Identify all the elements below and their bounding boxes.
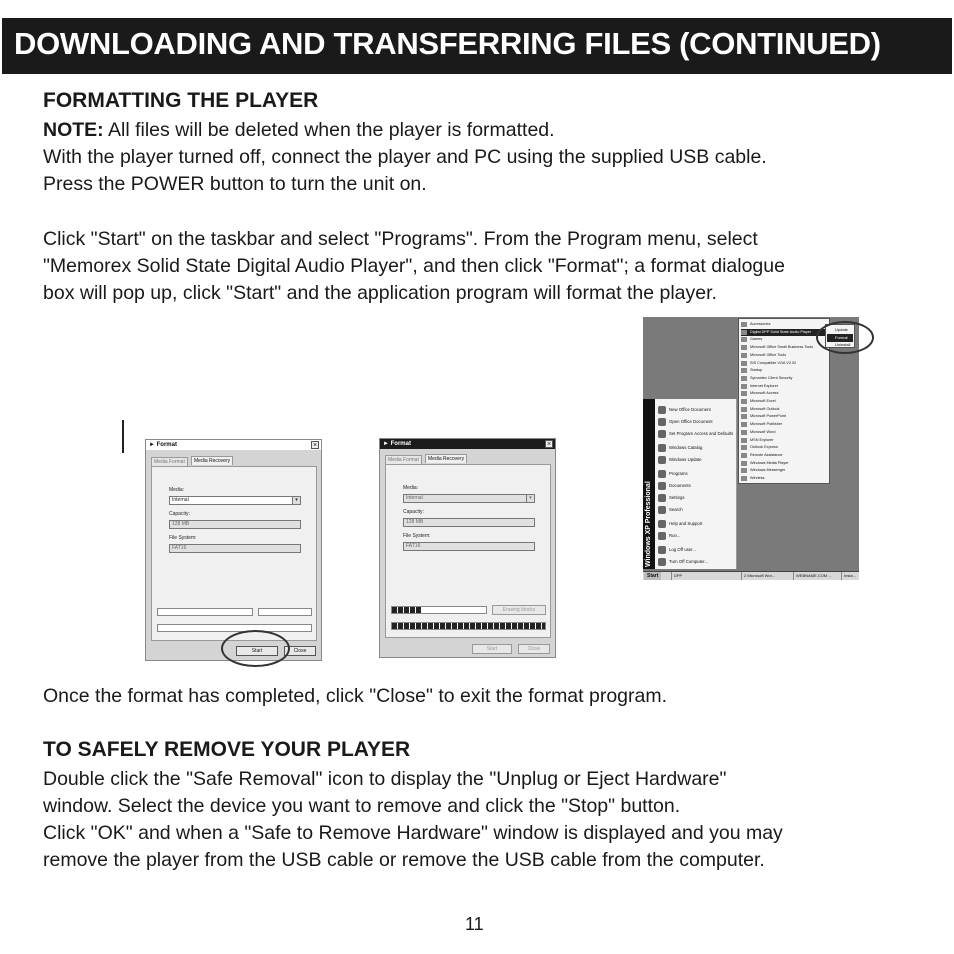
close-icon[interactable]: × xyxy=(312,442,318,449)
start-menu-item[interactable]: Run... xyxy=(658,531,680,541)
page-number: 11 xyxy=(465,914,484,934)
programs-menu-item[interactable]: Microsoft Office Small Business Tools xyxy=(741,344,827,352)
programs-menu-item[interactable]: Microsoft Office Tools xyxy=(741,352,827,360)
progress-bar xyxy=(157,624,312,632)
instruction-line-5: box will pop up, click "Start" and the application program will format the player. xyxy=(43,282,717,304)
progress-bar-top xyxy=(391,606,487,614)
capacity-label: Capacity: xyxy=(403,509,424,515)
status-label: Erasing blocks xyxy=(492,605,546,615)
programs-menu-item[interactable]: Windows Messenger xyxy=(741,467,827,475)
instruction-line-4: "Memorex Solid State Digital Audio Player", and then click "Format"; a format dialogue xyxy=(43,255,785,277)
close-button: Close xyxy=(518,644,550,654)
programs-menu xyxy=(738,318,830,484)
taskbar-item[interactable]: DPP xyxy=(671,572,682,580)
programs-menu-item[interactable]: Microsoft Outlook xyxy=(741,406,827,414)
file-system-field: FAT16 xyxy=(169,544,301,553)
start-menu-item[interactable]: Set Program Access and Defaults xyxy=(658,429,733,439)
start-menu-item[interactable]: Turn Off Computer... xyxy=(658,557,708,567)
progress-fill-bottom xyxy=(392,623,545,629)
note-text: All files will be deleted when the player is formatted. xyxy=(103,119,555,141)
close-icon[interactable]: × xyxy=(546,441,552,448)
tab-media-recovery[interactable]: Media Recovery xyxy=(191,456,233,465)
dialog-panel xyxy=(385,464,551,638)
capacity-field: 128 MB xyxy=(403,518,535,527)
progress-fill-top xyxy=(392,607,422,613)
start-menu-item[interactable]: New Office Document xyxy=(658,405,711,415)
start-menu-item[interactable]: Search xyxy=(658,505,683,515)
programs-menu-item[interactable]: Remote Assistance xyxy=(741,452,827,460)
file-system-label: File System: xyxy=(403,533,431,539)
close-instruction: Once the format has completed, click "Close" to exit the format program. xyxy=(43,685,668,707)
programs-menu-item[interactable]: Accessories xyxy=(741,321,827,329)
instruction-line-1: With the player turned off, connect the player and PC using the supplied USB cable. xyxy=(43,146,767,168)
programs-menu-item[interactable]: Microsoft Publisher xyxy=(741,421,827,429)
start-menu-item[interactable]: Open Office Document xyxy=(658,417,713,427)
close-button[interactable]: Close xyxy=(284,646,316,656)
capacity-label: Capacity: xyxy=(169,511,190,517)
status-box-2 xyxy=(258,608,312,616)
taskbar xyxy=(643,571,859,580)
start-menu-item[interactable]: Help and Support xyxy=(658,519,702,529)
format-dialog-1 xyxy=(145,439,322,661)
instruction-line-3: Click "Start" on the taskbar and select "Programs". From the Program menu, select xyxy=(43,228,758,250)
removal-line-1: Double click the "Safe Removal" icon to display the "Unplug or Eject Hardware" xyxy=(43,768,727,790)
media-label: Media: xyxy=(403,485,419,491)
tab-media-format[interactable]: Media Format xyxy=(151,457,188,466)
removal-heading: TO SAFELY REMOVE YOUR PLAYER xyxy=(43,738,411,761)
file-system-field: FAT16 xyxy=(403,542,535,551)
page-title: DOWNLOADING AND TRANSFERRING FILES (CONTINUED) xyxy=(14,26,881,61)
capacity-field: 128 MB xyxy=(169,520,301,529)
os-label: Windows XP Professional xyxy=(645,481,652,567)
header-bar xyxy=(2,18,952,74)
taskbar-item[interactable]: WEBNAME.COM ... xyxy=(793,572,832,580)
media-label: Media: xyxy=(169,487,185,493)
programs-menu-item[interactable]: Wireless xyxy=(741,475,827,483)
file-system-label: File System: xyxy=(169,535,197,541)
text-cursor xyxy=(122,420,124,453)
dialog-panel xyxy=(151,466,317,641)
start-button: Start xyxy=(472,644,512,654)
programs-menu-item[interactable]: Games xyxy=(741,336,827,344)
tab-media-recovery[interactable]: Media Recovery xyxy=(425,454,467,463)
start-menu-item[interactable]: Log Off user... xyxy=(658,545,696,555)
programs-menu-item[interactable]: Startup xyxy=(741,367,827,375)
status-box xyxy=(157,608,253,616)
start-button[interactable]: Start xyxy=(236,646,278,656)
programs-menu-item[interactable]: Microsoft PowerPoint xyxy=(741,413,827,421)
programs-menu-item[interactable]: SIS Compatible VGA V2.02 xyxy=(741,360,827,368)
highlight-circle-format xyxy=(816,321,874,354)
chevron-down-icon: ▾ xyxy=(526,495,534,502)
programs-menu-item[interactable]: Microsoft Access xyxy=(741,390,827,398)
progress-bar-bottom xyxy=(391,622,546,630)
programs-menu-item[interactable]: Internet Explorer xyxy=(741,383,827,391)
removal-line-4: remove the player from the USB cable or remove the USB cable from the computer. xyxy=(43,849,765,871)
programs-menu-item[interactable]: Symantec Client Security xyxy=(741,375,827,383)
programs-menu-item[interactable]: Digital DPP Solid State Audio Player xyxy=(741,329,827,337)
programs-menu-item[interactable]: Outlook Express xyxy=(741,444,827,452)
tab-media-format[interactable]: Media Format xyxy=(385,455,422,464)
instruction-line-2: Press the POWER button to turn the unit on. xyxy=(43,173,427,195)
start-menu-screenshot xyxy=(643,317,859,580)
submenu-item[interactable]: Format xyxy=(827,334,853,342)
programs-menu-item[interactable]: Windows Media Player xyxy=(741,460,827,468)
start-menu-item[interactable]: Documents xyxy=(658,481,691,491)
highlight-circle-start xyxy=(221,630,290,667)
chevron-down-icon[interactable]: ▾ xyxy=(292,497,300,504)
submenu-item[interactable]: Update xyxy=(835,327,848,332)
dialog-title-bar: ► Format xyxy=(380,439,555,449)
programs-menu-item[interactable]: Microsoft Word xyxy=(741,429,827,437)
format-dialog-2 xyxy=(379,438,556,658)
submenu-item[interactable]: Uninstall xyxy=(835,342,851,347)
programs-menu-item[interactable]: MSN Explorer xyxy=(741,437,827,445)
dialog-title-bar: ► Format xyxy=(146,440,321,450)
removal-line-2: window. Select the device you want to remove and click the "Stop" button. xyxy=(43,795,681,817)
start-menu-item[interactable]: Windows Catalog xyxy=(658,443,702,453)
taskbar-item[interactable]: 2 Microsoft Wor... xyxy=(741,572,775,580)
programs-menu-item[interactable]: Microsoft Excel xyxy=(741,398,827,406)
note-line xyxy=(43,117,555,144)
start-menu-item[interactable]: Windows Update xyxy=(658,455,701,465)
start-button-taskbar[interactable]: Start xyxy=(644,572,661,580)
start-menu-item[interactable]: Programs xyxy=(658,469,688,479)
taskbar-item[interactable]: Insta... xyxy=(841,572,856,580)
formatting-heading: FORMATTING THE PLAYER xyxy=(43,89,319,112)
media-select: Internal ▾ xyxy=(403,494,535,503)
note-label: NOTE: xyxy=(43,119,104,141)
media-select[interactable]: Internal ▾ xyxy=(169,496,301,505)
start-menu-item[interactable]: Settings xyxy=(658,493,685,503)
removal-line-3: Click "OK" and when a "Safe to Remove Hardware" window is displayed and you may xyxy=(43,822,783,844)
start-menu-left xyxy=(655,399,737,569)
